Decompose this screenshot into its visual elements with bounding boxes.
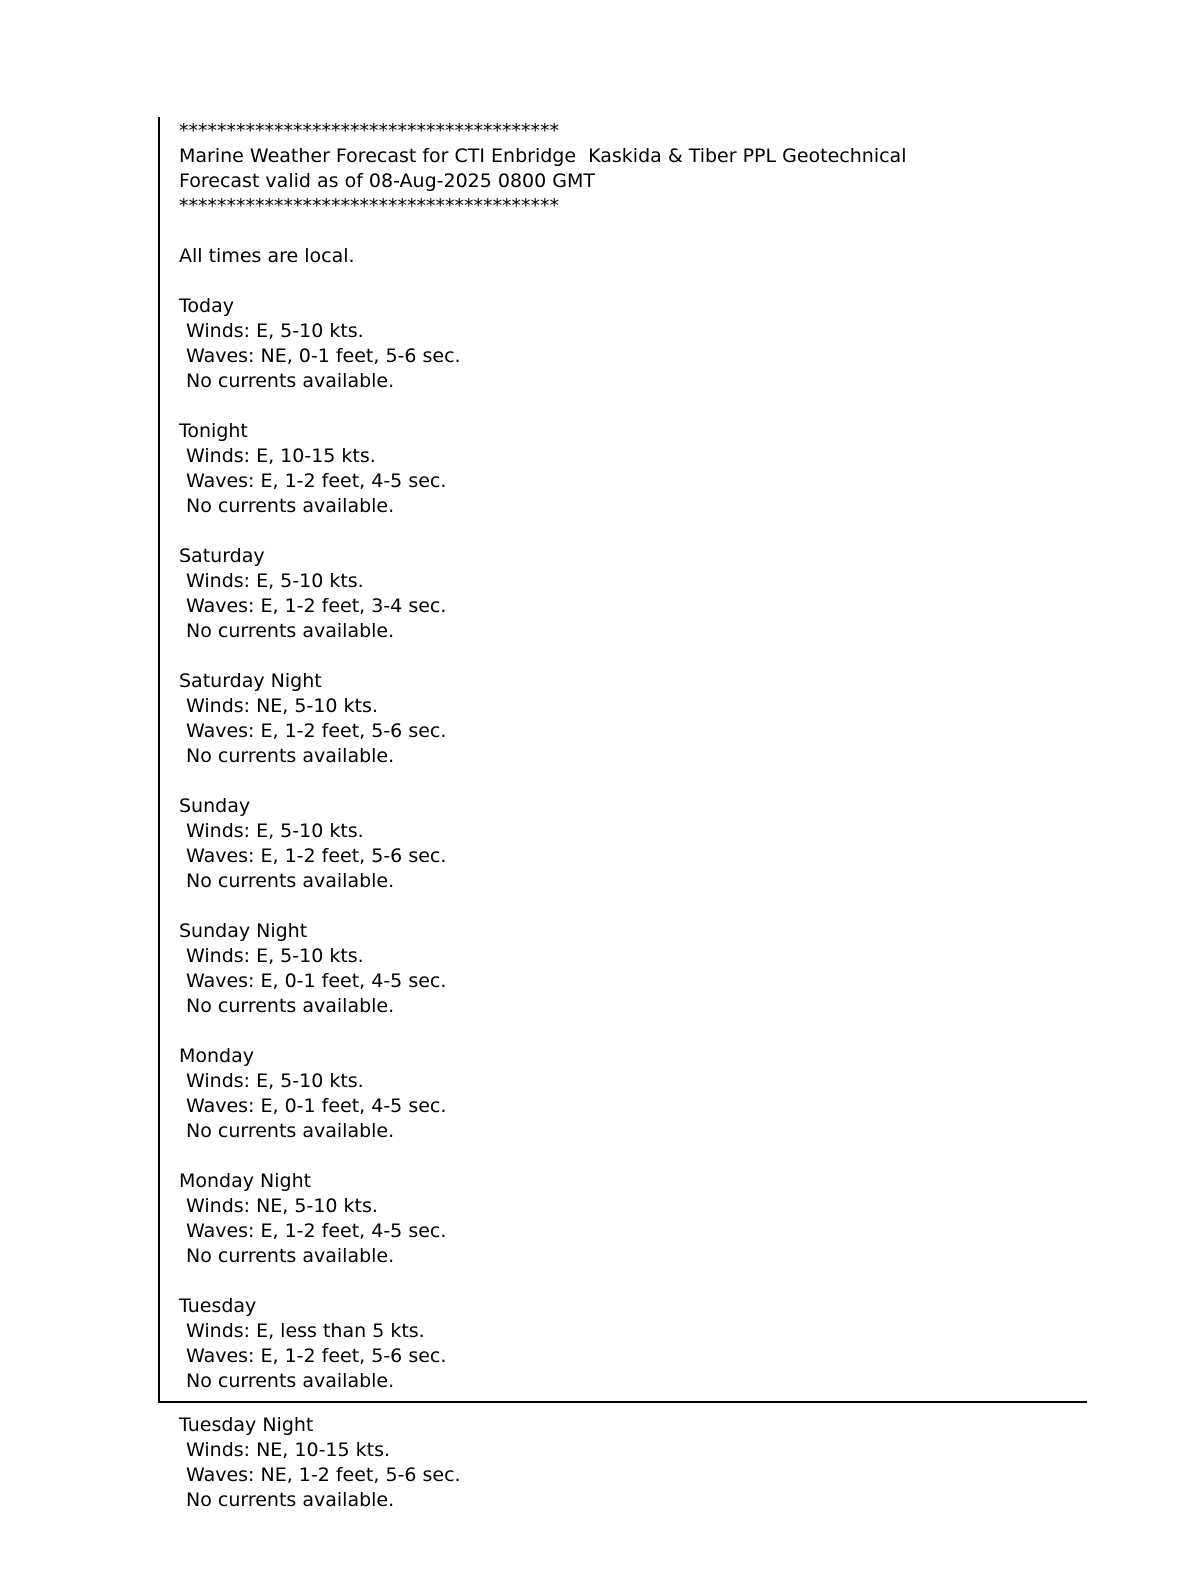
section-day: Sunday	[179, 795, 251, 817]
forecast-box	[158, 117, 1087, 1403]
section-currents: No currents available.	[186, 1245, 395, 1267]
section-waves: Waves: E, 1-2 feet, 4-5 sec.	[186, 1220, 447, 1242]
document-title: Marine Weather Forecast for CTI Enbridge Kaskida & Tiber PPL Geotechnical	[179, 145, 907, 167]
document-header	[179, 119, 1077, 219]
divider-line-top: ****************************************	[179, 120, 559, 142]
section-waves: Waves: E, 1-2 feet, 5-6 sec.	[186, 720, 447, 742]
section-currents: No currents available.	[186, 1489, 395, 1511]
section-day: Monday Night	[179, 1170, 312, 1192]
section-winds: Winds: E, 5-10 kts.	[186, 820, 364, 842]
section-waves: Waves: E, 0-1 feet, 4-5 sec.	[186, 970, 447, 992]
section-currents: No currents available.	[186, 1120, 395, 1142]
section-day: Saturday	[179, 545, 265, 567]
forecast-section-today	[179, 294, 1077, 394]
forecast-section-monday-night	[179, 1169, 1077, 1269]
forecast-valid-line: Forecast valid as of 08-Aug-2025 0800 GMT	[179, 170, 595, 192]
section-winds: Winds: E, 5-10 kts.	[186, 945, 364, 967]
section-winds: Winds: E, less than 5 kts.	[186, 1320, 425, 1342]
section-waves: Waves: E, 1-2 feet, 5-6 sec.	[186, 1345, 447, 1367]
section-waves: Waves: E, 1-2 feet, 5-6 sec.	[186, 845, 447, 867]
section-waves: Waves: E, 1-2 feet, 4-5 sec.	[186, 470, 447, 492]
section-currents: No currents available.	[186, 870, 395, 892]
section-waves: Waves: NE, 1-2 feet, 5-6 sec.	[186, 1464, 461, 1486]
forecast-section-saturday	[179, 544, 1077, 644]
section-winds: Winds: NE, 5-10 kts.	[186, 695, 378, 717]
section-day: Tuesday Night	[179, 1414, 314, 1436]
section-currents: No currents available.	[186, 620, 395, 642]
section-winds: Winds: NE, 10-15 kts.	[186, 1439, 391, 1461]
forecast-section-sunday	[179, 794, 1077, 894]
section-day: Today	[179, 295, 234, 317]
forecast-section-tonight	[179, 419, 1077, 519]
section-currents: No currents available.	[186, 495, 395, 517]
section-waves: Waves: E, 0-1 feet, 4-5 sec.	[186, 1095, 447, 1117]
forecast-section-tuesday	[179, 1294, 1077, 1394]
section-currents: No currents available.	[186, 370, 395, 392]
times-note	[179, 244, 1077, 269]
section-day: Tuesday	[179, 1295, 257, 1317]
section-currents: No currents available.	[186, 1370, 395, 1392]
forecast-section-monday	[179, 1044, 1077, 1144]
section-day: Saturday Night	[179, 670, 322, 692]
section-winds: Winds: E, 5-10 kts.	[186, 570, 364, 592]
times-note-text: All times are local.	[179, 245, 355, 267]
section-day: Monday	[179, 1045, 255, 1067]
section-waves: Waves: NE, 0-1 feet, 5-6 sec.	[186, 345, 461, 367]
section-winds: Winds: E, 5-10 kts.	[186, 1070, 364, 1092]
section-winds: Winds: E, 10-15 kts.	[186, 445, 376, 467]
section-currents: No currents available.	[186, 995, 395, 1017]
forecast-section-saturday-night	[179, 669, 1077, 769]
forecast-section-sunday-night	[179, 919, 1077, 1019]
section-winds: Winds: E, 5-10 kts.	[186, 320, 364, 342]
forecast-section-tuesday-night	[179, 1413, 461, 1513]
divider-line-bottom: ****************************************	[179, 195, 559, 217]
section-day: Sunday Night	[179, 920, 308, 942]
section-currents: No currents available.	[186, 745, 395, 767]
section-day: Tonight	[179, 420, 248, 442]
section-winds: Winds: NE, 5-10 kts.	[186, 1195, 378, 1217]
section-waves: Waves: E, 1-2 feet, 3-4 sec.	[186, 595, 447, 617]
